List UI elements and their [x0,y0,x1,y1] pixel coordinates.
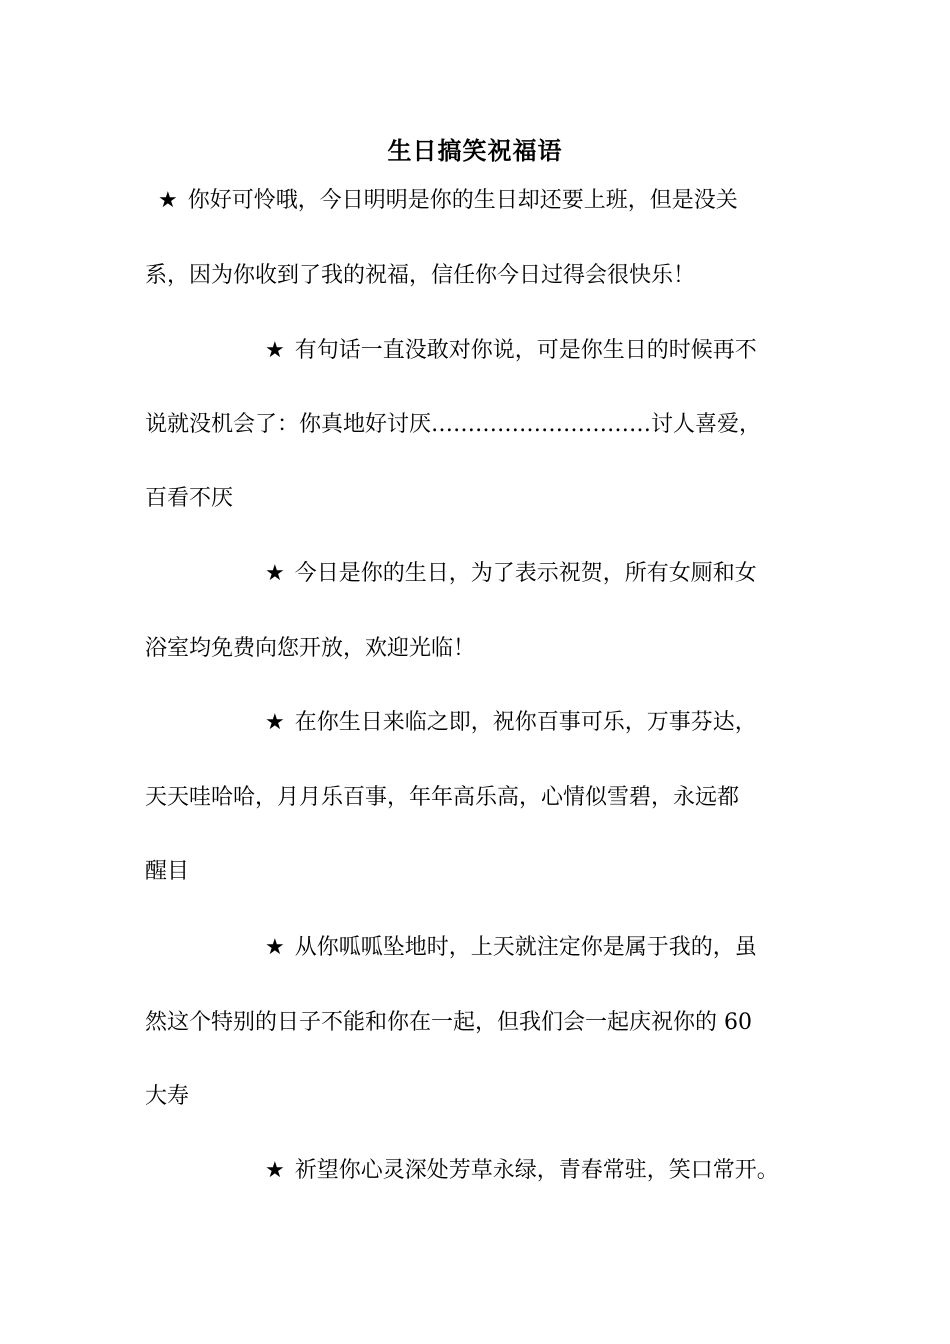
star-icon: ★ [265,1158,285,1183]
paragraph-4-line-3: 醒目 [145,859,190,884]
paragraph-5-line-1 [265,932,757,964]
paragraph-4-line-1 [265,707,757,739]
paragraph-2-line-1 [265,335,757,367]
paragraph-6-line-1 [265,1155,779,1187]
paragraph-3-line-2: 浴室均免费向您开放，欢迎光临！ [145,636,476,661]
document-title: 生日搞笑祝福语 [387,136,563,165]
paragraph-text: 祈望你心灵深处芳草永绿，青春常驻，笑口常开。 [294,1158,779,1183]
star-icon: ★ [265,561,285,586]
paragraph-5-line-2: 然这个特别的日子不能和你在一起，但我们会一起庆祝你的 60 [145,1010,752,1035]
paragraph-3-line-1 [265,558,757,590]
paragraph-text: 今日是你的生日，为了表示祝贺，所有女厕和女 [294,561,757,586]
star-icon: ★ [265,710,285,735]
star-icon: ★ [158,188,178,213]
star-icon: ★ [265,338,285,363]
paragraph-2-line-2: 说就没机会了：你真地好讨厌…………………………讨人喜爱， [145,412,762,437]
paragraph-1-line-2: 系，因为你收到了我的祝福，信任你今日过得会很快乐！ [145,263,696,288]
paragraph-2-line-3: 百看不厌 [145,486,234,511]
paragraph-1-line-1 [158,185,738,217]
paragraph-text: 有句话一直没敢对你说，可是你生日的时候再不 [294,338,757,363]
star-icon: ★ [265,935,285,960]
paragraph-5-line-3: 大寿 [145,1084,190,1109]
paragraph-text: 在你生日来临之即，祝你百事可乐，万事芬达， [294,710,757,735]
paragraph-text: 你好可怜哦，今日明明是你的生日却还要上班，但是没关 [187,188,738,213]
paragraph-4-line-2: 天天哇哈哈，月月乐百事，年年高乐高，心情似雪碧，永远都 [145,785,740,810]
paragraph-text: 从你呱呱坠地时，上天就注定你是属于我的，虽 [294,935,757,960]
